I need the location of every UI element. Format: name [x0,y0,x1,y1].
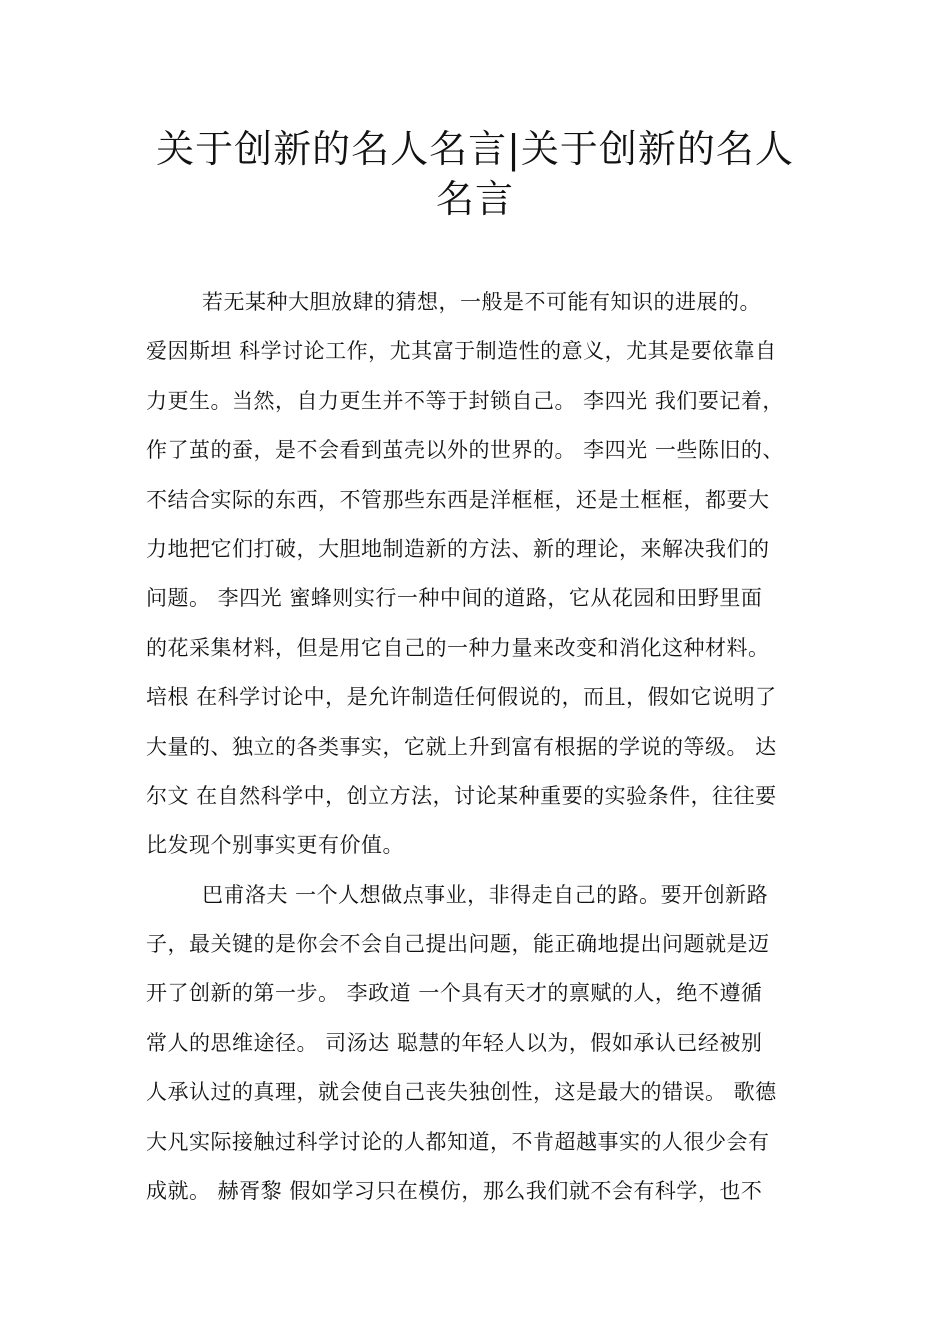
body-line: 尔文 在自然科学中，创立方法，讨论某种重要的实验条件，往往要 [146,783,777,808]
body-line: 巴甫洛夫 一个人想做点事业，非得走自己的路。要开创新路 [202,882,769,907]
body-line: 子，最关键的是你会不会自己提出问题，能正确地提出问题就是迈 [146,932,770,957]
body-line: 开了创新的第一步。 李政道 一个具有天才的禀赋的人，绝不遵循 [146,981,763,1006]
title-line-1: 关于创新的名人名言|关于创新的名人 [156,127,794,171]
document-body [146,282,826,1220]
body-line: 爱因斯坦 科学讨论工作，尤其富于制造性的意义，尤其是要依靠自 [146,339,777,364]
document-title [0,124,950,224]
body-line: 作了茧的蚕，是不会看到茧壳以外的世界的。 李四光 一些陈旧的、 [146,438,784,463]
body-line: 大量的、独立的各类事实，它就上升到富有根据的学说的等级。 达 [146,734,777,759]
body-line: 不结合实际的东西，不管那些东西是洋框框，还是土框框，都要大 [146,487,770,512]
body-line: 的花采集材料，但是用它自己的一种力量来改变和消化这种材料。 [146,635,770,660]
body-line: 人承认过的真理，就会使自己丧失独创性，这是最大的错误。 歌德 [146,1080,777,1105]
body-line: 比发现个别事实更有价值。 [146,833,404,858]
body-line: 成就。 赫胥黎 假如学习只在模仿，那么我们就不会有科学，也不 [146,1179,763,1204]
body-line: 力更生。当然，自力更生并不等于封锁自己。 李四光 我们要记着， [146,388,784,413]
body-line: 大凡实际接触过科学讨论的人都知道，不肯超越事实的人很少会有 [146,1129,770,1154]
body-line: 力地把它们打破，大胆地制造新的方法、新的理论，来解决我们的 [146,536,770,561]
title-line-2: 名言 [435,177,514,221]
body-line: 常人的思维途径。 司汤达 聪慧的年轻人以为，假如承认已经被别 [146,1030,763,1055]
body-line: 培根 在科学讨论中，是允许制造任何假说的，而且，假如它说明了 [146,685,777,710]
body-line: 若无某种大胆放肆的猜想，一般是不可能有知识的进展的。 [202,290,761,314]
body-line: 问题。 李四光 蜜蜂则实行一种中间的道路，它从花园和田野里面 [146,586,763,611]
